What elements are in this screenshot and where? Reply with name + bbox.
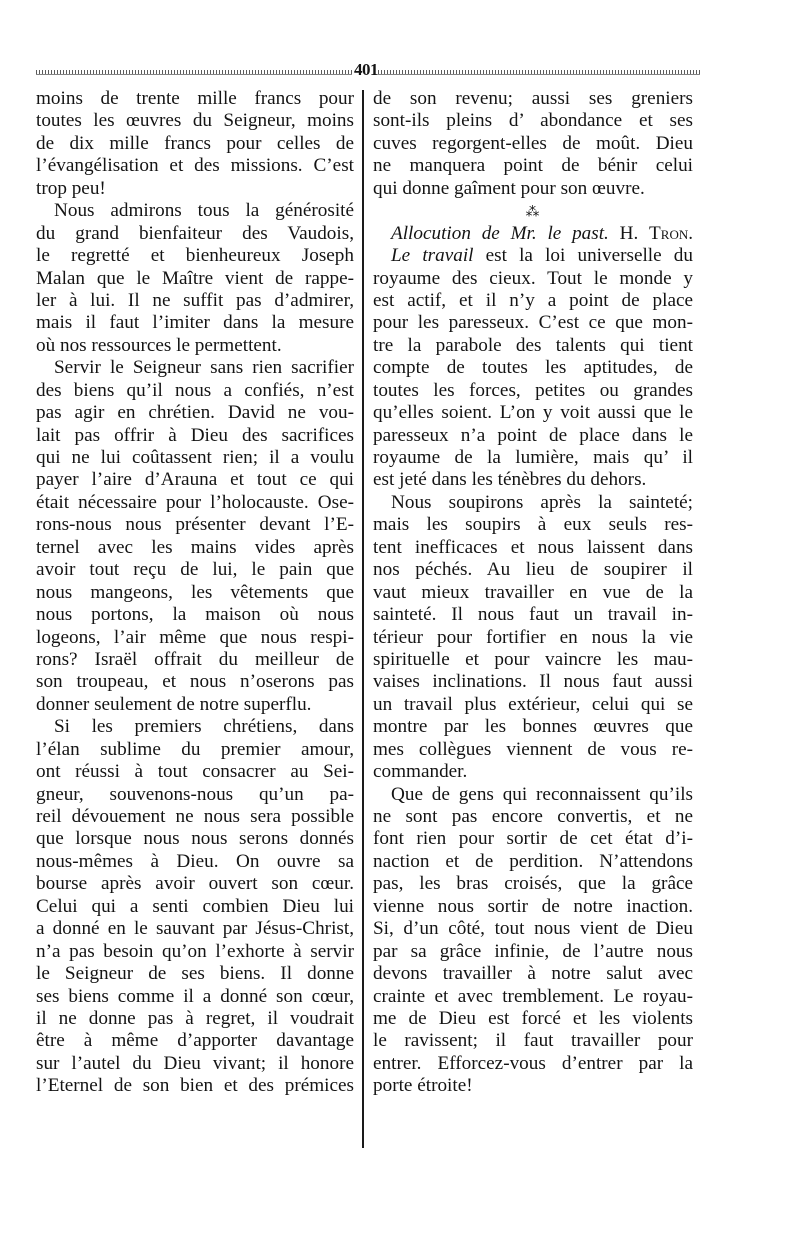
text-line: cuves regorgent-elles de moût. Dieu [373, 132, 693, 154]
text-line: des biens qu’il nous a confiés, n’est [36, 379, 354, 401]
text-line: il ne donne pas à regret, il voudrait [36, 1007, 354, 1029]
line-rest: est la loi universelle du [485, 245, 693, 267]
text-line: crainte et avec tremblement. Le royau- [373, 985, 693, 1007]
page-number: 401 [354, 60, 378, 79]
text-line: me de Dieu est forcé et les violents [373, 1007, 693, 1029]
text-line: pour les paresseux. C’est ce que mon- [373, 312, 693, 334]
section-heading [373, 223, 693, 245]
text-line: spirituelle et pour vaincre les mau- [373, 648, 693, 670]
paragraph-line [373, 245, 693, 267]
text-line: Servir le Seigneur sans rien sacrifier [54, 357, 354, 379]
text-line: Nous admirons tous la générosité [54, 200, 354, 222]
text-line: vaises inclinations. Il nous faut aussi [373, 671, 693, 693]
text-line: mais les soupirs à eux seuls res- [373, 514, 693, 536]
text-line: gneur, souvenons-nous qu’un pa- [36, 783, 354, 805]
heading-title: Allocution de Mr. le past. [391, 222, 609, 244]
text-line: reil dévouement ne nous sera possible [36, 806, 354, 827]
text-line: l’Eternel de son bien et des prémices [36, 1075, 354, 1097]
heading-initial: H. [619, 222, 639, 244]
text-line: sainteté. Il nous faut un travail in- [373, 604, 693, 626]
text-line: était nécessaire pour l’holocauste. Ose- [36, 491, 354, 513]
text-line: toutes les forces, petites ou grandes [373, 379, 693, 401]
text-line: est jeté dans les ténèbres du dehors. [373, 469, 647, 491]
text-line: Si, d’un côté, tout nous vient de Dieu [373, 918, 693, 940]
text-line: naction et de perdition. N’attendons [373, 850, 693, 872]
text-line: toutes les œuvres du Seigneur, moins [36, 110, 354, 132]
text-line: l’évangélisation et des missions. C’est [36, 155, 354, 177]
text-line: par sa grâce infinie, de l’autre nous [373, 940, 693, 962]
text-line: ler à lui. Il ne suffit pas d’admirer, [36, 289, 354, 311]
text-line: trop peu! [36, 177, 106, 199]
left-column [36, 88, 354, 1098]
text-line: de dix mille francs pour celles de [36, 132, 354, 154]
text-line: nos péchés. Au lieu de soupirer il [373, 559, 693, 581]
emphasis-term: Le travail [391, 245, 474, 267]
asterism-ornament: ⁂ [525, 205, 541, 221]
text-line: rons-nous nous présenter devant l’E- [36, 514, 354, 536]
text-line: qu’elles soient. L’on y voit aussi que le [373, 402, 693, 424]
text-line: commander. [373, 761, 468, 783]
text-line: Nous soupirons après la sainteté; [391, 491, 693, 513]
right-column [373, 88, 693, 1098]
text-line: sont-ils pleins d’ abondance et ses [373, 110, 693, 132]
text-line: devons travailler à notre salut avec [373, 963, 693, 985]
text-line: nous-mêmes à Dieu. On ouvre sa [36, 850, 354, 872]
text-line: de son revenu; aussi ses greniers [373, 88, 693, 109]
text-line: Celui qui a senti combien Dieu lui [36, 895, 354, 917]
text-line: qui donne gaîment pour son œuvre. [373, 177, 645, 199]
text-line: ne sont pas encore convertis, et ne [373, 806, 693, 827]
section-separator [373, 200, 693, 222]
text-line: nous mangeons, les vêtements que [36, 581, 354, 603]
text-line: Malan que le Maître vient de rappe- [36, 267, 354, 289]
text-line: nous portons, la maison où nous [36, 604, 354, 626]
text-line: le regretté et bienheureux Joseph [36, 245, 354, 267]
text-line: a donné en le sauvant par Jésus-Christ, [36, 918, 354, 940]
text-line: pas agir en chrétien. David ne vou- [36, 402, 354, 424]
text-line: bourse après avoir ouvert son cœur. [36, 873, 354, 895]
text-line: du grand bienfaiteur des Vaudois, [36, 222, 354, 244]
text-line: paresseux n’a point de place dans le [373, 424, 693, 446]
text-line: l’élan sublime du premier amour, [36, 738, 354, 760]
text-line: payer l’aire d’Arauna et tout ce qui [36, 469, 354, 491]
text-line: royaume des cieux. Tout le monde y [373, 267, 693, 289]
text-line: son troupeau, et nous n’oserons pas [36, 671, 354, 693]
text-line: mais il faut l’imiter dans la mesure [36, 312, 354, 334]
text-line: vaut mieux travailler en vue de la [373, 581, 693, 603]
text-line: sur l’autel du Dieu vivant; il honore [36, 1052, 354, 1074]
text-line: pas, les bras croisés, que la grâce [373, 873, 693, 895]
text-line: avoir tout reçu de lui, le pain que [36, 559, 354, 581]
header-rule-right [378, 70, 700, 75]
text-line: térieur pour fortifier en nous la vie [373, 626, 693, 648]
text-line: Que de gens qui reconnaissent qu’ils [391, 783, 693, 805]
text-line: rons? Israël offrait du meilleur de [36, 648, 354, 670]
text-line: vienne nous sortir de notre inaction. [373, 895, 693, 917]
running-header [36, 60, 700, 82]
text-line: mes collègues viennent de vous re- [373, 738, 693, 760]
text-line: le Seigneur de ses biens. Il donne [36, 963, 354, 985]
text-line: donner seulement de notre superflu. [36, 693, 312, 715]
text-line: ont réussi à tout consacrer au Sei- [36, 761, 354, 783]
text-line: ternel avec les mains vides après [36, 536, 354, 558]
text-line: est actif, et il n’y a point de place [373, 289, 693, 311]
text-line: tre la parabole des talents qui tient [373, 334, 693, 356]
text-line: font rien pour sortir de cet état d’i- [373, 828, 693, 850]
header-rule-left [36, 70, 352, 75]
text-line: lait pas offrir à Dieu des sacrifices [36, 424, 354, 446]
text-line: Si les premiers chrétiens, dans [54, 716, 354, 738]
text-line: un travail plus extérieur, celui qui se [373, 693, 693, 715]
text-line: être à même d’apporter davantage [36, 1030, 354, 1052]
text-line: montre par les bonnes œuvres que [373, 716, 693, 738]
text-line: ses biens comme il a donné son cœur, [36, 985, 354, 1007]
column-divider [362, 90, 364, 1148]
text-line: tent inefficaces et nous laissent dans [373, 536, 693, 558]
text-line: porte étroite! [373, 1075, 473, 1097]
text-line: le ravissent; il faut travailler pour [373, 1030, 693, 1052]
text-line: que lorsque nous nous serons donnés [36, 828, 354, 850]
heading-author: Tron. [649, 222, 694, 244]
text-line: où nos ressources le permettent. [36, 334, 282, 356]
text-line: entrer. Efforcez-vous d’entrer par la [373, 1052, 693, 1074]
text-line: n’a pas besoin qu’on l’exhorte à servir [36, 940, 354, 962]
text-line: logeons, l’air même que nous respi- [36, 626, 354, 648]
text-line: moins de trente mille francs pour [36, 88, 354, 109]
text-line: ne manquera point de bénir celui [373, 155, 693, 177]
text-line: royaume de la lumière, mais qu’ il [373, 447, 693, 468]
text-line: qui ne lui coûtassent rien; il a voulu [36, 447, 354, 468]
text-line: compte de toutes les aptitudes, de [373, 357, 693, 379]
